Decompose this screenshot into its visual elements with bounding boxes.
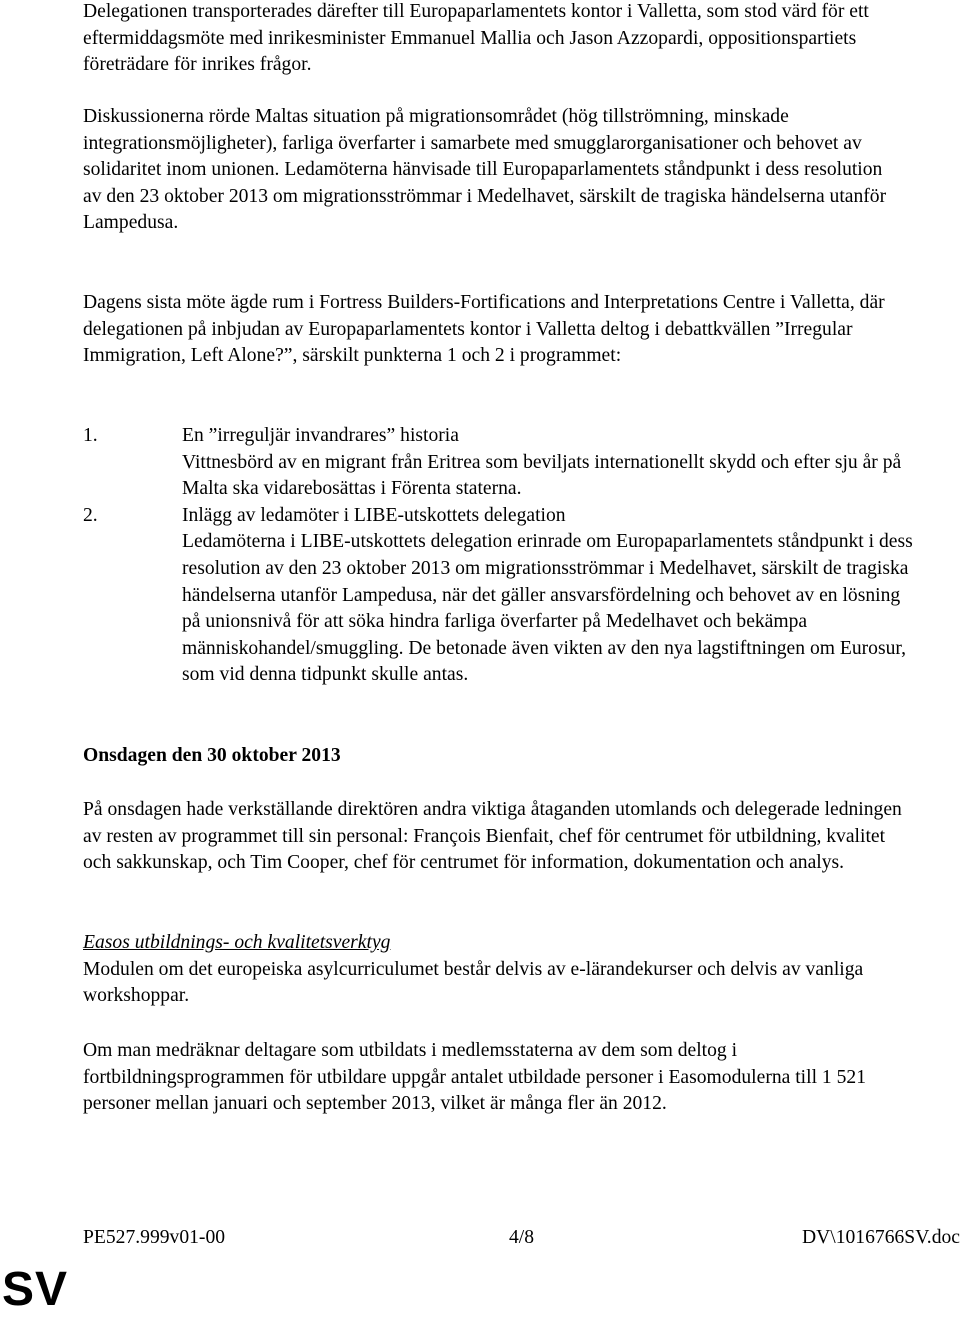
list-item <box>83 503 913 689</box>
language-tag: SV <box>2 1263 69 1316</box>
footer-document-id: DV\1016766SV.doc <box>801 1227 960 1248</box>
program-list <box>83 423 913 689</box>
paragraph-easos: Modulen om det europeiska asylcurriculumet består delvis av e-lärandekurser och delvis av vanliga workshoppar. <box>83 958 864 1007</box>
list-item-text: Ledamöterna i LIBE-utskottets delegation erinrade om Europaparlamentets ståndpunkt i dess resolution av den 23 oktober 2013 om migrationsströmmar i Medelhavet, särskilt de tragiska händelserna utanför Lampedusa, när det gäller ansvarsfördelning och behovet av en lösning på unionsnivå för att söka hindra farliga överfarter på Medelhavet och bekämpa människohandel/smuggling. De betonade även vikten av den nya lagstiftningen om Eurosur, som vid denna tidpunkt skulle antas. <box>182 531 913 686</box>
list-item-body <box>182 423 913 503</box>
list-item-title: En ”irreguljär invandrares” historia <box>182 425 459 446</box>
paragraph-discussion: Diskussionerna rörde Maltas situation på migrationsområdet (hög tillströmning, minskade integrationsmöjligheter), farliga överfarter i samarbete med smugglarorganisationer och behovet av solidaritet inom unionen. Ledamöterna hänvisade till Europaparlamentets ståndpunkt i dess resolution av den 23 oktober 2013 om migrationsströmmar i Medelhavet, särskilt de tragiska händelserna utanför Lampedusa. <box>83 106 887 234</box>
subheading-easos: Easos utbildnings- och kvalitetsverktyg <box>83 932 391 953</box>
list-item-text: Vittnesbörd av en migrant från Eritrea som beviljats internationellt skydd och efter sju år på Malta ska vidarebosättas i Förenta staterna. <box>182 451 902 500</box>
list-item-number: 1. <box>83 425 98 446</box>
paragraph-wednesday: På onsdagen hade verkställande direktören andra viktiga åtaganden utomlands och delegerade ledningen av resten av programmet till sin personal: François Bienfait, chef för centrumet för utbildning, kvalitet och sakkunskap, och Tim Cooper, chef för centrumet för information, dokumentation och analys. <box>83 799 902 874</box>
page-footer <box>83 1225 960 1253</box>
list-item-number: 2. <box>83 504 98 526</box>
paragraph-intro: Delegationen transporterades därefter till Europaparlamentets kontor i Valletta, som stod värd för ett eftermiddagsmöte med inrikesminister Emmanuel Mallia och Jason Azzopardi, oppositionspartiets företrädare för inrikes frågor. <box>83 1 869 76</box>
list-item <box>83 423 913 503</box>
paragraph-participants: Om man medräknar deltagare som utbildats i medlemsstaterna av dem som deltog i fortbildningsprogrammen för utbildare uppgår antalet utbildade personer i Easomodulerna till 1 521 personer mellan januari och september 2013, vilket är många fler än 2012. <box>83 1040 866 1115</box>
paragraph-last-meeting: Dagens sista möte ägde rum i Fortress Builders-Fortifications and Interpretations Centre i Valletta, där delegationen på inbjudan av Europaparlamentets kontor i Valletta deltog i debattkvällen ”Irregular Immigration, Left Alone?”, särskilt punkterna 1 och 2 i programmet: <box>83 292 885 367</box>
section-easos <box>83 930 903 1010</box>
list-item-title: Inlägg av ledamöter i LIBE-utskottets delegation <box>182 504 566 526</box>
footer-reference: PE527.999v01-00 <box>83 1227 226 1248</box>
footer-page-number: 4/8 <box>509 1227 535 1248</box>
list-item-body <box>182 503 913 689</box>
section-heading-wednesday: Onsdagen den 30 oktober 2013 <box>83 745 341 766</box>
